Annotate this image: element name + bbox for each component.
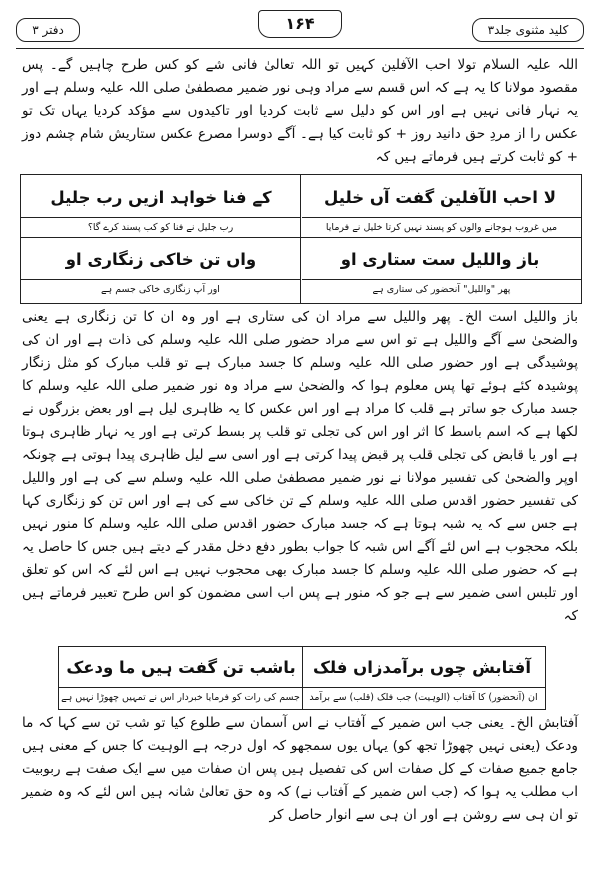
verse-right: باز واللیل ست ستاری او xyxy=(340,250,540,269)
table-divider xyxy=(300,175,301,303)
verse-left: کے فنا خواہد ازیں رب جلیل xyxy=(50,188,272,207)
header-rule xyxy=(16,48,584,49)
paragraph-1: اللہ علیہ السلام تولا احب الآفلین کہیں تو اللہ تعالیٰ فانی شے کو کس طرح چاہیں گے۔ پس مقصود مولانا کا یہ ہے کہ اس قسم سے مراد وہی نور ضمیر مصطفیٰ صلی اللہ علیہ وسلم ہے اور یہ نہار فانی نہیں ہے اور اس کو دلیل سے ثابت کردیا اور تاکیدوں سے مؤکد کردیا یہاں تک تو عکس را از مردِ حق دانید روز + کو ثابت کیا ہے۔ آگے دوسرا مصرع عکس ستاریش شام چشم دوز + کو ثابت کرتے ہیں فرماتے ہیں کہ xyxy=(22,57,578,165)
paragraph-3: آفتابش الخ۔ یعنی جب اس ضمیر کے آفتاب نے اس آسمان سے طلوع کیا تو شب تن سے کہا کہ ما ودعک (یعنی نہیں چھوڑا تجھ کو) یہاں یوں سمجھو کہ اول درجہ ہے الوہیت کا جس کے معنی ہیں جامع جمیع صفات کے کل صفات اس کی تفصیل ہیں پس ان صفات میں سے ایک صفت ہے ربوبیت اب مطلب یہ ہوا کہ (جب اس ضمیر کے آفتاب نے) کہ وہ حق تعالیٰ شانہ ہیں اس لئے کہ وہ ضمیر تو ان ہی سے روشن ہے اور ان ہی سے انوار حاصل کر xyxy=(22,715,578,823)
verse-gloss-left: رب جلیل نے فنا کو کب پسند کرے گا؟ xyxy=(21,217,300,238)
paragraph-2: باز واللیل است الخ۔ پھر واللیل سے مراد ان کی ستاری ہے اور وہ ان کا تن زنگاری ہے یعنی والضحیٰ سے آگے واللیل ہے تو اس سے مراد حضور صلی اللہ علیہ وسلم کی ذات ہے اور ان کی پوشیدگی ہے اور حضور صلی اللہ علیہ وسلم کا جسد مبارک ہے تو قلب مبارک کو مثل زنگار پوشیدہ کئے ہوئے تھا پس معلوم ہوا کہ والضحیٰ سے مراد وہ نور ضمیر صلی اللہ علیہ وسلم کا جسد مبارک جو ساتر ہے قلب کا مراد ہے اور اس عکس کا یہ ظاہری لیل ہے اور بعض بزرگوں نے لکھا ہے کہ اسم باسط کا اثر اور اس کی تجلی تو قلب پر بسط کرتی ہے اور یہ نہار ظاہری ہوتا ہے اور یا قابض کی تجلی قلب پر قبض پیدا کرتی ہے اور اسی سے لیل ظاہری پیدا ہوتی ہے چونکہ اوپر والضحیٰ کی تفسیر مولانا نے نور ضمیر مصطفیٰ صلی اللہ علیہ وسلم سے کی ہے اور واللیل کی تفسیر حضور اقدس صلی اللہ علیہ وسلم کے تن خاکی سے کی ہے اور اس تن کو زنگاری کہا ہے جس سے کہ یہ شبہ ہوتا ہے کہ جسد مبارک حضور اقدس صلی اللہ علیہ وسلم کا منور نہیں بلکہ محجوب ہے اس لئے آگے اس شبہ کا جواب بطور دفع دخل مقدر کے دیتے ہیں جس کا حاصل یہ ہے کہ حضور صلی اللہ علیہ وسلم کا جسد مبارک بھی محجوب نہیں ہے اس لئے کہ اس کو تعلق اور تلبس اسی ضمیر سے ہے جو کہ منور ہے پس اب اسی مضمون کو اس طرح تعبیر فرماتے ہیں کہ xyxy=(22,309,578,624)
page-header xyxy=(16,8,584,50)
volume-label: دفتر ۳ xyxy=(16,18,80,42)
book-title-label: کلید مثنوی جلد۳ xyxy=(472,18,584,42)
verse-gloss-right: ان (آنحضور) کا آفتاب (الوہیت) جب فلک (قلب) سے برآمد xyxy=(302,687,545,708)
verse-gloss-right: پھر "واللیل" آنحضور کی ستاری ہے xyxy=(302,279,581,302)
verse-right: آفتابش چوں برآمدزاں فلک xyxy=(313,658,531,677)
verse-table-1 xyxy=(20,174,582,304)
verse-gloss-left: اور آپ زنگاری خاکی جسم ہے xyxy=(21,279,300,302)
verse-table-2 xyxy=(58,646,546,710)
page-number: ۱۶۴ xyxy=(258,10,342,38)
verse-left: واں تن خاکی زنگاری او xyxy=(65,250,257,269)
verse-gloss-left: جسم کی رات کو فرمایا خبردار اس نے تمہیں چھوڑا نہیں ہے xyxy=(59,687,302,708)
verse-gloss-right: میں غروب ہوجانے والوں کو پسند نہیں کرتا خلیل نے فرمایا xyxy=(302,217,581,238)
verse-right: لا احب الآفلین گفت آں خلیل xyxy=(324,188,556,207)
verse-left: باشب تن گفت ہیں ما ودعک xyxy=(66,658,296,677)
